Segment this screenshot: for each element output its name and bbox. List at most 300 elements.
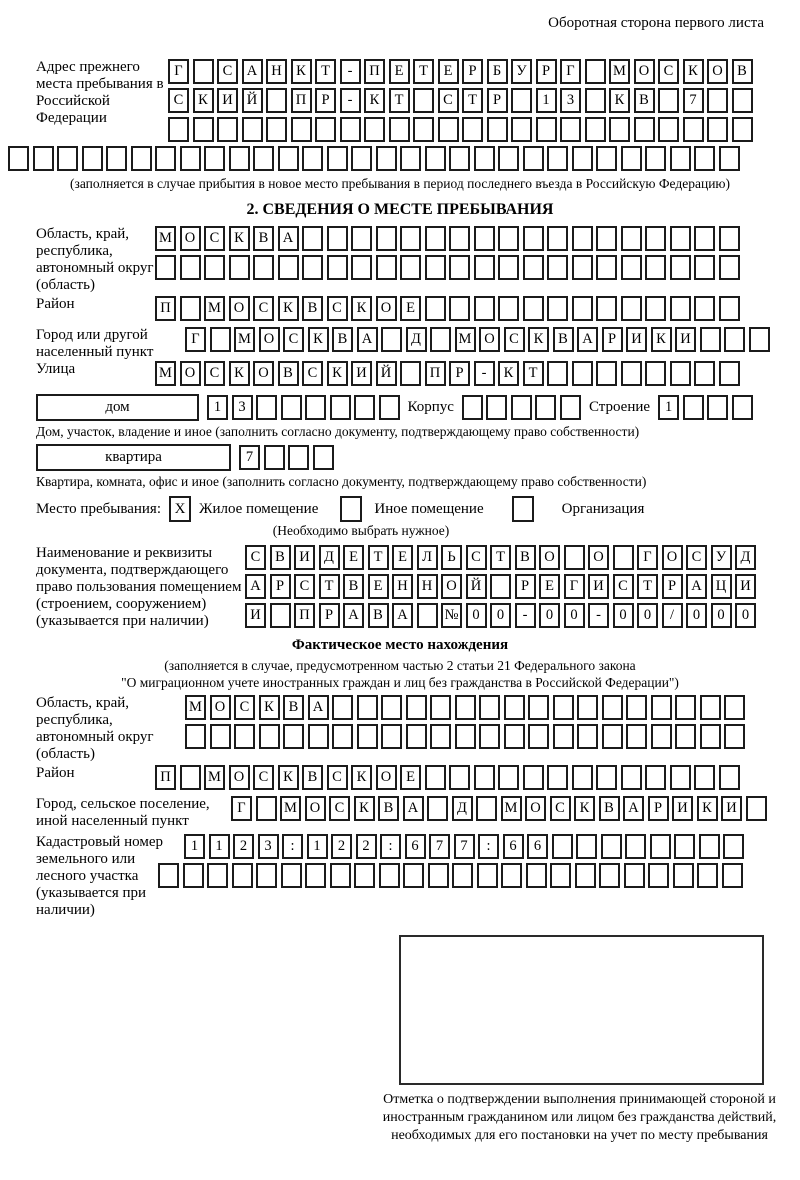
char-cell[interactable] — [308, 724, 329, 749]
char-cell[interactable]: К — [528, 327, 549, 352]
char-cell[interactable]: К — [193, 88, 214, 113]
confirmation-stamp-box[interactable] — [399, 935, 764, 1085]
char-cell[interactable]: 2 — [233, 834, 254, 859]
char-cell[interactable] — [719, 226, 740, 251]
char-cell[interactable] — [699, 834, 720, 859]
char-cell[interactable] — [683, 395, 704, 420]
char-cell[interactable]: Е — [438, 59, 459, 84]
char-cell[interactable]: 0 — [686, 603, 707, 628]
char-cell[interactable]: - — [340, 59, 361, 84]
char-cell[interactable] — [572, 255, 593, 280]
prev-address-cells-row2[interactable] — [168, 88, 753, 113]
char-cell[interactable] — [57, 146, 78, 171]
char-cell[interactable]: К — [574, 796, 595, 821]
char-cell[interactable]: 0 — [637, 603, 658, 628]
char-cell[interactable] — [658, 88, 679, 113]
char-cell[interactable]: Р — [662, 574, 683, 599]
char-cell[interactable]: К — [351, 765, 372, 790]
char-cell[interactable] — [425, 226, 446, 251]
char-cell[interactable] — [270, 603, 291, 628]
char-cell[interactable] — [645, 361, 666, 386]
char-cell[interactable]: К — [229, 361, 250, 386]
char-cell[interactable] — [381, 327, 402, 352]
char-cell[interactable] — [474, 146, 495, 171]
char-cell[interactable] — [732, 395, 753, 420]
char-cell[interactable]: С — [283, 327, 304, 352]
char-cell[interactable] — [204, 146, 225, 171]
char-cell[interactable] — [673, 863, 694, 888]
char-cell[interactable]: Г — [637, 545, 658, 570]
char-cell[interactable]: 1 — [658, 395, 679, 420]
char-cell[interactable] — [724, 695, 745, 720]
char-cell[interactable]: Р — [449, 361, 470, 386]
char-cell[interactable] — [547, 296, 568, 321]
prev-address-cells-row4[interactable] — [8, 146, 764, 171]
char-cell[interactable]: Е — [400, 296, 421, 321]
char-cell[interactable] — [256, 796, 277, 821]
char-cell[interactable]: К — [498, 361, 519, 386]
kadastr-cells-row2[interactable] — [158, 863, 744, 888]
char-cell[interactable] — [577, 724, 598, 749]
char-cell[interactable] — [462, 395, 483, 420]
char-cell[interactable] — [357, 724, 378, 749]
char-cell[interactable]: А — [278, 226, 299, 251]
char-cell[interactable] — [351, 226, 372, 251]
char-cell[interactable] — [719, 765, 740, 790]
char-cell[interactable] — [670, 255, 691, 280]
char-cell[interactable] — [707, 117, 728, 142]
char-cell[interactable]: П — [425, 361, 446, 386]
char-cell[interactable] — [596, 361, 617, 386]
char-cell[interactable] — [585, 117, 606, 142]
char-cell[interactable] — [596, 765, 617, 790]
char-cell[interactable]: Т — [490, 545, 511, 570]
char-cell[interactable]: И — [721, 796, 742, 821]
char-cell[interactable] — [572, 765, 593, 790]
char-cell[interactable]: М — [155, 226, 176, 251]
stroenie-cells[interactable] — [658, 395, 753, 420]
char-cell[interactable] — [528, 724, 549, 749]
char-cell[interactable]: № — [441, 603, 462, 628]
char-cell[interactable]: С — [217, 59, 238, 84]
char-cell[interactable] — [428, 863, 449, 888]
char-cell[interactable]: 1 — [207, 395, 228, 420]
char-cell[interactable] — [675, 695, 696, 720]
char-cell[interactable]: П — [155, 296, 176, 321]
char-cell[interactable] — [376, 226, 397, 251]
char-cell[interactable] — [550, 863, 571, 888]
char-cell[interactable] — [381, 724, 402, 749]
char-cell[interactable] — [330, 863, 351, 888]
doc-cells-row2[interactable] — [245, 574, 756, 599]
char-cell[interactable] — [523, 765, 544, 790]
char-cell[interactable] — [498, 255, 519, 280]
char-cell[interactable]: М — [185, 695, 206, 720]
char-cell[interactable] — [707, 88, 728, 113]
char-cell[interactable] — [700, 695, 721, 720]
char-cell[interactable]: Г — [231, 796, 252, 821]
char-cell[interactable] — [330, 395, 351, 420]
char-cell[interactable]: С — [253, 296, 274, 321]
char-cell[interactable] — [476, 796, 497, 821]
char-cell[interactable] — [596, 255, 617, 280]
char-cell[interactable] — [694, 255, 715, 280]
char-cell[interactable] — [700, 724, 721, 749]
char-cell[interactable] — [379, 863, 400, 888]
char-cell[interactable]: 6 — [503, 834, 524, 859]
char-cell[interactable] — [259, 724, 280, 749]
char-cell[interactable]: О — [229, 296, 250, 321]
char-cell[interactable]: В — [378, 796, 399, 821]
char-cell[interactable]: Р — [487, 88, 508, 113]
char-cell[interactable]: К — [291, 59, 312, 84]
char-cell[interactable]: О — [662, 545, 683, 570]
char-cell[interactable] — [564, 545, 585, 570]
char-cell[interactable] — [536, 117, 557, 142]
char-cell[interactable] — [232, 863, 253, 888]
kadastr-cells-row1[interactable] — [184, 834, 744, 859]
char-cell[interactable] — [645, 255, 666, 280]
char-cell[interactable]: 1 — [184, 834, 205, 859]
char-cell[interactable] — [670, 765, 691, 790]
char-cell[interactable]: 2 — [331, 834, 352, 859]
char-cell[interactable]: Е — [368, 574, 389, 599]
char-cell[interactable]: - — [340, 88, 361, 113]
char-cell[interactable]: М — [455, 327, 476, 352]
char-cell[interactable]: И — [675, 327, 696, 352]
char-cell[interactable] — [462, 117, 483, 142]
char-cell[interactable] — [425, 296, 446, 321]
char-cell[interactable]: В — [302, 296, 323, 321]
char-cell[interactable]: А — [357, 327, 378, 352]
fact-gorod-cells[interactable] — [231, 796, 767, 821]
char-cell[interactable]: И — [735, 574, 756, 599]
char-cell[interactable] — [413, 117, 434, 142]
char-cell[interactable] — [474, 226, 495, 251]
char-cell[interactable]: В — [332, 327, 353, 352]
char-cell[interactable] — [602, 724, 623, 749]
char-cell[interactable] — [528, 695, 549, 720]
char-cell[interactable] — [452, 863, 473, 888]
char-cell[interactable] — [302, 226, 323, 251]
char-cell[interactable]: И — [294, 545, 315, 570]
char-cell[interactable] — [547, 146, 568, 171]
char-cell[interactable] — [256, 863, 277, 888]
char-cell[interactable] — [560, 117, 581, 142]
char-cell[interactable] — [193, 117, 214, 142]
char-cell[interactable] — [288, 445, 309, 470]
char-cell[interactable]: А — [403, 796, 424, 821]
char-cell[interactable]: А — [392, 603, 413, 628]
char-cell[interactable] — [449, 765, 470, 790]
char-cell[interactable] — [624, 863, 645, 888]
char-cell[interactable] — [449, 296, 470, 321]
char-cell[interactable] — [351, 146, 372, 171]
char-cell[interactable] — [523, 226, 544, 251]
char-cell[interactable]: Е — [343, 545, 364, 570]
char-cell[interactable] — [155, 255, 176, 280]
char-cell[interactable] — [651, 724, 672, 749]
fact-oblast-cells-row2[interactable] — [185, 724, 745, 749]
char-cell[interactable]: 7 — [454, 834, 475, 859]
char-cell[interactable]: О — [441, 574, 462, 599]
char-cell[interactable] — [650, 834, 671, 859]
char-cell[interactable]: Р — [648, 796, 669, 821]
char-cell[interactable]: М — [204, 765, 225, 790]
char-cell[interactable] — [283, 724, 304, 749]
char-cell[interactable] — [746, 796, 767, 821]
char-cell[interactable] — [234, 724, 255, 749]
char-cell[interactable] — [694, 296, 715, 321]
char-cell[interactable] — [498, 146, 519, 171]
char-cell[interactable]: С — [327, 296, 348, 321]
char-cell[interactable] — [732, 117, 753, 142]
char-cell[interactable] — [596, 146, 617, 171]
char-cell[interactable] — [413, 88, 434, 113]
char-cell[interactable] — [626, 724, 647, 749]
char-cell[interactable]: С — [504, 327, 525, 352]
char-cell[interactable] — [425, 765, 446, 790]
char-cell[interactable] — [302, 255, 323, 280]
char-cell[interactable]: Р — [602, 327, 623, 352]
char-cell[interactable]: 7 — [429, 834, 450, 859]
char-cell[interactable] — [535, 395, 556, 420]
char-cell[interactable] — [168, 117, 189, 142]
char-cell[interactable] — [180, 146, 201, 171]
char-cell[interactable] — [332, 695, 353, 720]
char-cell[interactable]: Н — [266, 59, 287, 84]
char-cell[interactable] — [417, 603, 438, 628]
char-cell[interactable]: И — [672, 796, 693, 821]
char-cell[interactable]: А — [623, 796, 644, 821]
char-cell[interactable]: К — [308, 327, 329, 352]
char-cell[interactable]: А — [242, 59, 263, 84]
char-cell[interactable]: Е — [400, 765, 421, 790]
char-cell[interactable]: 0 — [613, 603, 634, 628]
char-cell[interactable]: 2 — [356, 834, 377, 859]
char-cell[interactable] — [281, 395, 302, 420]
char-cell[interactable] — [291, 117, 312, 142]
char-cell[interactable]: Т — [523, 361, 544, 386]
char-cell[interactable]: Б — [487, 59, 508, 84]
char-cell[interactable]: В — [634, 88, 655, 113]
char-cell[interactable]: А — [245, 574, 266, 599]
char-cell[interactable]: С — [438, 88, 459, 113]
char-cell[interactable] — [621, 226, 642, 251]
char-cell[interactable]: И — [351, 361, 372, 386]
checkbox-zhiloe[interactable]: X — [169, 496, 191, 522]
char-cell[interactable]: 6 — [527, 834, 548, 859]
char-cell[interactable] — [278, 255, 299, 280]
char-cell[interactable]: В — [302, 765, 323, 790]
char-cell[interactable] — [621, 765, 642, 790]
char-cell[interactable] — [670, 361, 691, 386]
char-cell[interactable] — [430, 327, 451, 352]
char-cell[interactable] — [724, 327, 745, 352]
char-cell[interactable]: И — [217, 88, 238, 113]
char-cell[interactable]: Д — [319, 545, 340, 570]
checkbox-organizatsiya[interactable] — [512, 496, 534, 522]
char-cell[interactable] — [400, 361, 421, 386]
char-cell[interactable]: С — [686, 545, 707, 570]
char-cell[interactable] — [82, 146, 103, 171]
char-cell[interactable]: Г — [564, 574, 585, 599]
char-cell[interactable] — [229, 255, 250, 280]
char-cell[interactable] — [560, 395, 581, 420]
char-cell[interactable] — [670, 146, 691, 171]
char-cell[interactable]: Р — [319, 603, 340, 628]
char-cell[interactable] — [376, 255, 397, 280]
char-cell[interactable] — [547, 765, 568, 790]
char-cell[interactable]: Й — [466, 574, 487, 599]
char-cell[interactable] — [723, 834, 744, 859]
char-cell[interactable]: 1 — [209, 834, 230, 859]
char-cell[interactable] — [158, 863, 179, 888]
char-cell[interactable] — [645, 146, 666, 171]
char-cell[interactable] — [379, 395, 400, 420]
char-cell[interactable] — [490, 574, 511, 599]
char-cell[interactable] — [487, 117, 508, 142]
char-cell[interactable] — [585, 88, 606, 113]
char-cell[interactable]: : — [380, 834, 401, 859]
char-cell[interactable]: К — [697, 796, 718, 821]
char-cell[interactable] — [498, 226, 519, 251]
char-cell[interactable]: С — [168, 88, 189, 113]
char-cell[interactable]: Г — [185, 327, 206, 352]
char-cell[interactable]: К — [354, 796, 375, 821]
char-cell[interactable] — [354, 395, 375, 420]
checkbox-inoe[interactable] — [340, 496, 362, 522]
char-cell[interactable]: К — [609, 88, 630, 113]
char-cell[interactable]: В — [553, 327, 574, 352]
char-cell[interactable]: В — [599, 796, 620, 821]
char-cell[interactable] — [719, 296, 740, 321]
korpus-cells[interactable] — [462, 395, 581, 420]
char-cell[interactable]: В — [368, 603, 389, 628]
char-cell[interactable] — [634, 117, 655, 142]
char-cell[interactable] — [645, 765, 666, 790]
char-cell[interactable] — [572, 226, 593, 251]
char-cell[interactable] — [180, 255, 201, 280]
char-cell[interactable]: Р — [515, 574, 536, 599]
char-cell[interactable] — [523, 296, 544, 321]
char-cell[interactable] — [455, 695, 476, 720]
char-cell[interactable] — [266, 88, 287, 113]
char-cell[interactable] — [670, 296, 691, 321]
char-cell[interactable] — [474, 296, 495, 321]
char-cell[interactable] — [511, 395, 532, 420]
char-cell[interactable] — [449, 146, 470, 171]
char-cell[interactable]: 0 — [564, 603, 585, 628]
char-cell[interactable]: М — [234, 327, 255, 352]
doc-cells-row3[interactable] — [245, 603, 756, 628]
char-cell[interactable] — [229, 146, 250, 171]
char-cell[interactable]: К — [278, 296, 299, 321]
char-cell[interactable] — [313, 445, 334, 470]
char-cell[interactable]: П — [364, 59, 385, 84]
char-cell[interactable] — [357, 695, 378, 720]
char-cell[interactable] — [609, 117, 630, 142]
char-cell[interactable]: К — [278, 765, 299, 790]
char-cell[interactable] — [305, 863, 326, 888]
char-cell[interactable] — [719, 255, 740, 280]
char-cell[interactable]: Р — [536, 59, 557, 84]
char-cell[interactable] — [351, 255, 372, 280]
char-cell[interactable] — [749, 327, 770, 352]
char-cell[interactable] — [155, 146, 176, 171]
char-cell[interactable] — [694, 765, 715, 790]
char-cell[interactable] — [498, 296, 519, 321]
prev-address-cells-row1[interactable] — [168, 59, 753, 84]
char-cell[interactable] — [403, 863, 424, 888]
char-cell[interactable]: 6 — [405, 834, 426, 859]
char-cell[interactable] — [354, 863, 375, 888]
char-cell[interactable]: - — [515, 603, 536, 628]
oblast-cells-row1[interactable] — [155, 226, 740, 251]
char-cell[interactable] — [376, 146, 397, 171]
char-cell[interactable]: Т — [637, 574, 658, 599]
char-cell[interactable]: С — [302, 361, 323, 386]
char-cell[interactable]: - — [588, 603, 609, 628]
char-cell[interactable] — [400, 146, 421, 171]
char-cell[interactable]: Л — [417, 545, 438, 570]
char-cell[interactable] — [621, 361, 642, 386]
char-cell[interactable] — [332, 724, 353, 749]
char-cell[interactable]: С — [234, 695, 255, 720]
char-cell[interactable]: У — [711, 545, 732, 570]
char-cell[interactable] — [204, 255, 225, 280]
char-cell[interactable]: К — [327, 361, 348, 386]
char-cell[interactable]: В — [283, 695, 304, 720]
char-cell[interactable] — [501, 863, 522, 888]
char-cell[interactable]: С — [327, 765, 348, 790]
char-cell[interactable]: : — [478, 834, 499, 859]
char-cell[interactable]: 3 — [560, 88, 581, 113]
char-cell[interactable] — [697, 863, 718, 888]
char-cell[interactable] — [8, 146, 29, 171]
raion-cells[interactable] — [155, 296, 740, 321]
prev-address-cells-row3[interactable] — [168, 117, 753, 142]
char-cell[interactable] — [621, 146, 642, 171]
char-cell[interactable]: А — [308, 695, 329, 720]
char-cell[interactable] — [625, 834, 646, 859]
char-cell[interactable]: Е — [539, 574, 560, 599]
char-cell[interactable]: С — [204, 226, 225, 251]
char-cell[interactable] — [577, 695, 598, 720]
char-cell[interactable] — [498, 765, 519, 790]
char-cell[interactable]: О — [539, 545, 560, 570]
char-cell[interactable] — [683, 117, 704, 142]
char-cell[interactable]: В — [732, 59, 753, 84]
char-cell[interactable] — [340, 117, 361, 142]
char-cell[interactable] — [572, 296, 593, 321]
char-cell[interactable]: Ц — [711, 574, 732, 599]
char-cell[interactable]: Н — [392, 574, 413, 599]
char-cell[interactable]: С — [245, 545, 266, 570]
char-cell[interactable]: Т — [389, 88, 410, 113]
char-cell[interactable]: М — [280, 796, 301, 821]
char-cell[interactable]: О — [707, 59, 728, 84]
char-cell[interactable] — [474, 765, 495, 790]
char-cell[interactable]: В — [278, 361, 299, 386]
char-cell[interactable] — [722, 863, 743, 888]
char-cell[interactable] — [180, 296, 201, 321]
char-cell[interactable] — [266, 117, 287, 142]
char-cell[interactable]: 0 — [735, 603, 756, 628]
char-cell[interactable] — [264, 445, 285, 470]
char-cell[interactable] — [626, 695, 647, 720]
char-cell[interactable] — [553, 695, 574, 720]
